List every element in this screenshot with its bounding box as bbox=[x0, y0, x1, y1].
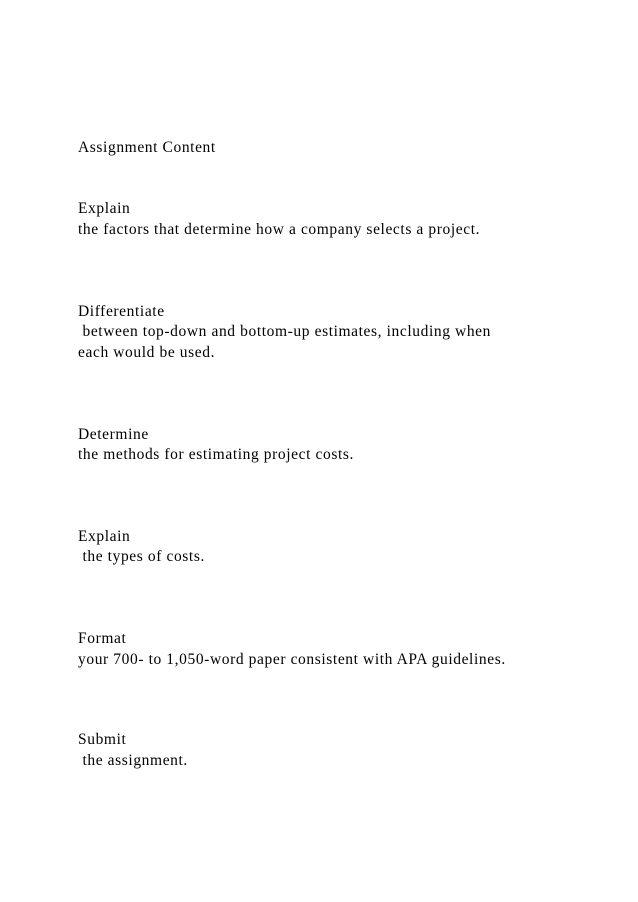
section-4-text-line-1: the types of costs. bbox=[78, 548, 205, 565]
section-3-verb: Determine bbox=[78, 426, 149, 443]
section-2-text-line-2: each would be used. bbox=[78, 344, 216, 361]
section-2-text-line-1: between top-down and bottom-up estimates, including when bbox=[78, 323, 492, 340]
document-heading: Assignment Content bbox=[78, 139, 216, 156]
section-6-verb: Submit bbox=[78, 731, 127, 748]
section-4-verb: Explain bbox=[78, 528, 131, 545]
section-2-verb: Differentiate bbox=[78, 303, 165, 320]
section-1-verb: Explain bbox=[78, 200, 131, 217]
section-6-text-line-1: the assignment. bbox=[78, 752, 188, 769]
section-3-text-line-1: the methods for estimating project costs. bbox=[78, 446, 354, 463]
section-1-text-line-1: the factors that determine how a company selects a project. bbox=[78, 221, 481, 238]
section-5-verb: Format bbox=[78, 630, 127, 647]
section-5-text-line-1: your 700- to 1,050-word paper consistent with APA guidelines. bbox=[78, 651, 506, 668]
